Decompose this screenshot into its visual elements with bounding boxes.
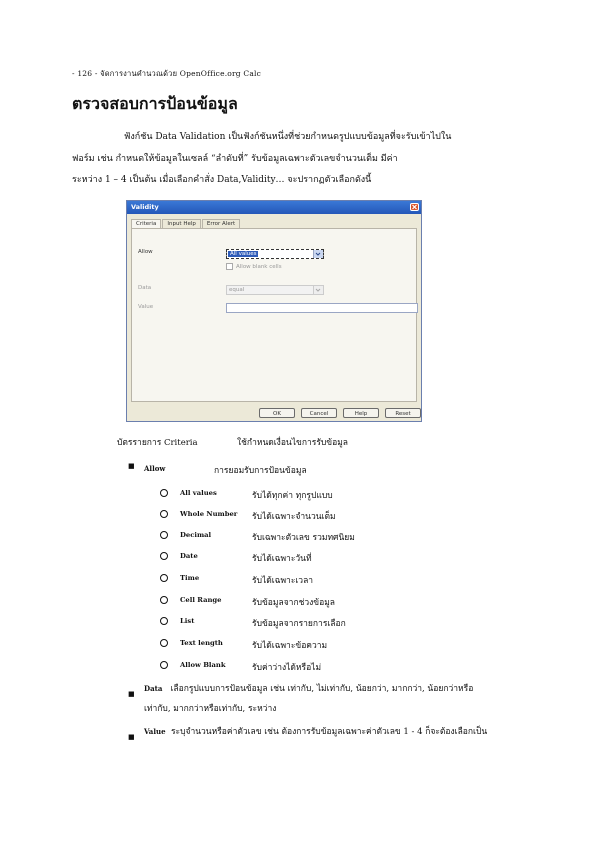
- ok-button[interactable]: OK: [259, 408, 295, 418]
- chevron-down-icon[interactable]: [313, 286, 323, 294]
- option-term: Allow Blank: [180, 661, 226, 669]
- circle-bullet-icon: [160, 510, 168, 518]
- option-desc: รับข้อมูลจากช่วงข้อมูล: [252, 598, 336, 608]
- allow-term: Allow: [144, 464, 166, 473]
- allow-select-value: All values: [230, 251, 257, 257]
- value-input[interactable]: [226, 303, 418, 313]
- option-desc: รับได้เฉพาะวันที่: [252, 554, 312, 564]
- allow-blank-row[interactable]: [226, 263, 282, 270]
- intro-line-2: ฟอร์ม เช่น กำหนดให้ข้อมูลในเซลล์ “ลำดับที่” รับข้อมูลเฉพาะตัวเลขจำนวนเต็ม มีค่า: [72, 153, 398, 164]
- circle-bullet-icon: [160, 617, 168, 625]
- intro-line-3: ระหว่าง 1 – 4 เป็นต้น เมื่อเลือกคำสั่ง Data,Validity… จะปรากฏตัวเลือกดังนี้: [72, 175, 372, 185]
- allow-blank-checkbox[interactable]: [226, 263, 233, 270]
- criteria-heading-term: บัตรรายการ Criteria: [117, 438, 198, 448]
- page-header: - 126 - จัดการงานคำนวณด้วย OpenOffice.org Calc: [72, 69, 262, 78]
- option-term: Text length: [180, 639, 223, 647]
- data-bullet: [128, 679, 488, 719]
- square-bullet-icon: ■: [128, 462, 135, 470]
- option-term: Decimal: [180, 531, 212, 539]
- allow-desc: การยอมรับการป้อนข้อมูล: [214, 466, 307, 476]
- close-button[interactable]: [410, 203, 419, 211]
- help-button[interactable]: Help: [343, 408, 379, 418]
- allow-select[interactable]: [226, 249, 324, 259]
- dialog-title: Validity: [131, 203, 159, 211]
- option-desc: รับได้เฉพาะจำนวนเต็ม: [252, 512, 336, 522]
- cancel-button[interactable]: Cancel: [301, 408, 337, 418]
- circle-bullet-icon: [160, 574, 168, 582]
- value-term: Value: [144, 727, 166, 736]
- tab-input-help[interactable]: Input Help: [162, 219, 201, 228]
- option-term: All values: [180, 489, 217, 497]
- dialog-tabs: [131, 219, 241, 228]
- value-bullet-text: [128, 722, 488, 742]
- validity-dialog: [126, 200, 422, 422]
- reset-button[interactable]: Reset: [385, 408, 421, 418]
- intro-line-1: ฟังก์ชัน Data Validation เป็นฟังก์ชันหนึ่งที่ช่วยกำหนดรูปแบบข้อมูลที่จะรับเข้าไปใน: [124, 132, 452, 142]
- data-bullet-text: [128, 679, 488, 719]
- circle-bullet-icon: [160, 531, 168, 539]
- option-desc: รับได้ทุกค่า ทุกรูปแบบ: [252, 491, 333, 501]
- data-select[interactable]: [226, 285, 324, 295]
- chevron-down-icon[interactable]: [313, 250, 323, 258]
- circle-bullet-icon: [160, 552, 168, 560]
- circle-bullet-icon: [160, 639, 168, 647]
- square-bullet-icon: ■: [128, 733, 135, 741]
- tab-error-alert[interactable]: Error Alert: [202, 219, 240, 228]
- option-desc: รับได้เฉพาะเวลา: [252, 576, 314, 586]
- data-label: Data: [138, 285, 152, 291]
- option-desc: รับเฉพาะตัวเลข รวมทศนิยม: [252, 533, 355, 543]
- circle-bullet-icon: [160, 489, 168, 497]
- value-bullet: [128, 722, 488, 742]
- value-label: Value: [138, 304, 154, 310]
- data-term: Data: [144, 684, 163, 693]
- allow-blank-label: Allow blank cells: [236, 263, 282, 270]
- dialog-buttons: [259, 408, 427, 418]
- criteria-heading: [117, 435, 349, 449]
- option-desc: รับได้เฉพาะข้อความ: [252, 641, 328, 651]
- data-desc: เลือกรูปแบบการป้อนข้อมูล เช่น เท่ากับ, ไม่เท่ากับ, น้อยกว่า, มากกว่า, น้อยกว่าหรือเท่ากับ, มากกว่าหรือเท่ากับ, ระหว่าง: [144, 684, 474, 714]
- dialog-titlebar: [127, 201, 421, 214]
- option-term: Whole Number: [180, 510, 238, 518]
- allow-label: Allow: [138, 249, 153, 255]
- tab-criteria[interactable]: Criteria: [131, 219, 161, 228]
- option-term: List: [180, 617, 195, 625]
- section-title: ตรวจสอบการป้อนข้อมูล: [72, 94, 238, 113]
- square-bullet-icon: ■: [128, 690, 135, 698]
- option-term: Date: [180, 552, 198, 560]
- value-desc: ระบุจำนวนหรือค่าตัวเลข เช่น ต้องการรับข้อมูลเฉพาะค่าตัวเลข 1 - 4 ก็จะต้องเลือกเป็น: [170, 727, 488, 737]
- criteria-heading-desc: ใช้กำหนดเงื่อนไขการรับข้อมูล: [237, 438, 349, 448]
- circle-bullet-icon: [160, 596, 168, 604]
- option-term: Time: [180, 574, 200, 582]
- option-term: Cell Range: [180, 596, 222, 604]
- option-desc: รับข้อมูลจากรายการเลือก: [252, 619, 346, 629]
- criteria-panel: [131, 228, 417, 402]
- intro-paragraph: [72, 127, 492, 192]
- data-select-value: equal: [229, 287, 245, 293]
- circle-bullet-icon: [160, 661, 168, 669]
- option-desc: รับค่าว่างได้หรือไม่: [252, 663, 322, 673]
- close-icon: [411, 204, 418, 210]
